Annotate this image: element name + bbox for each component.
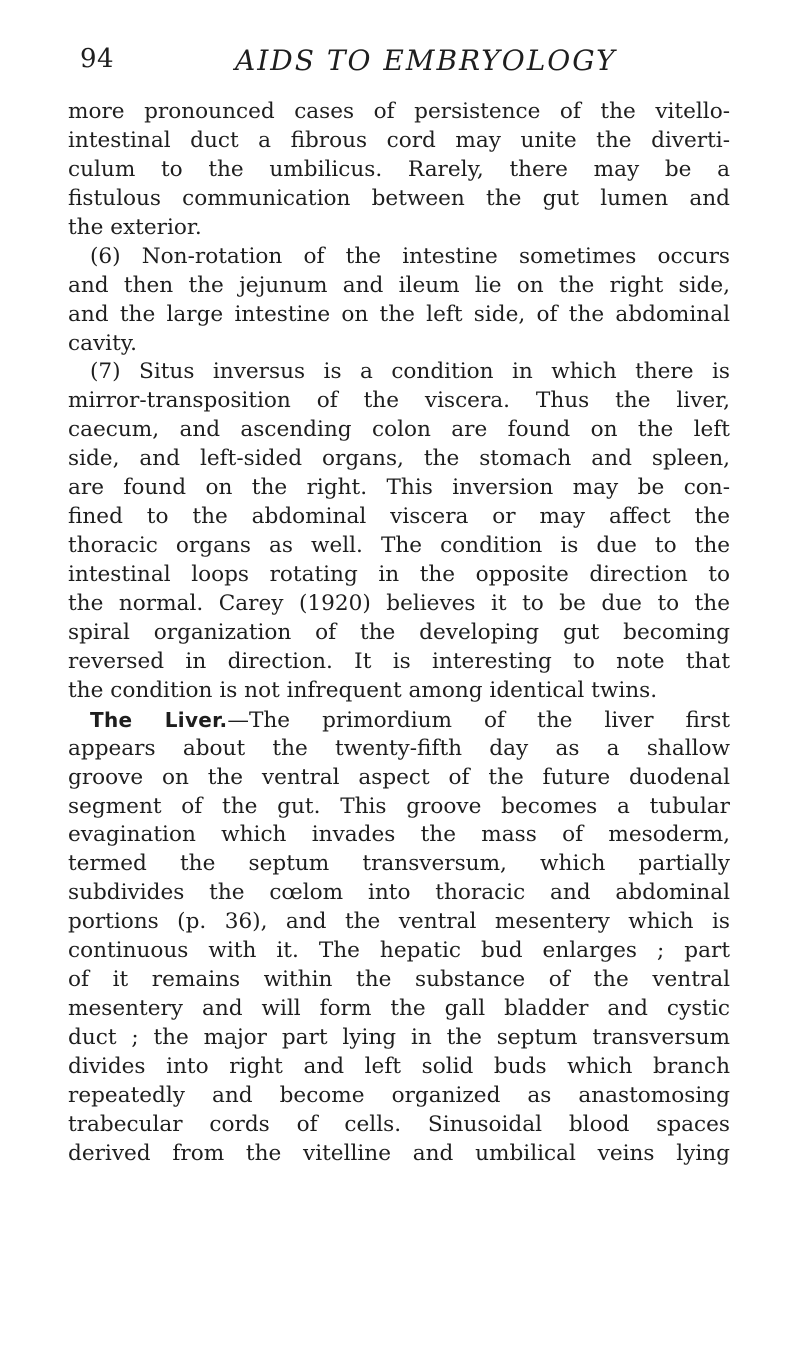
section-subhead: The Liver. [90,707,228,732]
text-line: continuous with it. The hepatic bud enlarges ; part [68,938,730,964]
running-title: AIDS TO EMBRYOLOGY [235,44,617,77]
text-line: are found on the right. This inversion may be con- [68,475,730,501]
text-line: the normal. Carey (1920) believes it to be due to the [68,590,730,616]
text-line: mirror-transposition of the viscera. Thus the liver, [68,388,730,414]
text-line: groove on the ventral aspect of the future duodenal [68,764,730,790]
text-line: the condition is not infrequent among identical twins. [68,677,658,703]
text-line: (7) Situs inversus is a condition in which there is [90,359,730,385]
text-line: side, and left-sided organs, the stomach and spleen, [68,446,730,472]
text-body [68,98,730,1169]
text-line: caecum, and ascending colon are found on the left [68,417,730,443]
text-line: more pronounced cases of persistence of the vitello- [68,99,730,124]
text-line: reversed in direction. It is interesting to note that [68,648,730,674]
text-line: intestinal loops rotating in the opposite direction to [68,562,730,587]
text-line: fined to the abdominal viscera or may affect the [68,504,730,530]
text-line: fistulous communication between the gut lumen and [68,185,730,211]
text-line-with-subhead [68,706,730,735]
text-line: subdivides the cœlom into thoracic and abdominal [68,880,730,906]
text-line: and the large intestine on the left side, of the abdominal [68,301,730,327]
text-line: mesentery and will form the gall bladder and cystic [68,996,730,1022]
text-line: culum to the umbilicus. Rarely, there may be a [68,156,730,182]
text-line: repeatedly and become organized as anastomosing [68,1082,730,1108]
text-line: the exterior. [68,214,202,240]
text-line: portions (p. 36), and the ventral mesentery which is [68,909,730,935]
page-number: 94 [80,44,115,74]
text-line: duct ; the major part lying in the septum transversum [68,1025,730,1050]
text-line: thoracic organs as well. The condition is due to the [68,533,730,559]
text-line-tail: —The primordium of the liver first [227,707,731,733]
text-line: segment of the gut. This groove becomes a tubular [68,793,730,819]
text-line: intestinal duct a fibrous cord may unite the diverti- [68,127,730,153]
text-line: spiral organization of the developing gut becoming [68,619,730,645]
text-line: of it remains within the substance of the ventral [68,967,730,993]
text-line: trabecular cords of cells. Sinusoidal blood spaces [68,1111,730,1137]
text-line: appears about the twenty-fifth day as a shallow [68,735,730,761]
text-line: (6) Non-rotation of the intestine sometimes occurs [90,243,730,269]
text-line: and then the jejunum and ileum lie on the right side, [68,272,730,298]
text-line: evagination which invades the mass of mesoderm, [68,822,730,848]
text-line: divides into right and left solid buds which branch [68,1053,730,1079]
text-line: derived from the vitelline and umbilical veins lying [68,1140,730,1166]
page-header [80,44,740,84]
text-line: termed the septum transversum, which partially [68,851,730,877]
text-line: cavity. [68,330,137,356]
